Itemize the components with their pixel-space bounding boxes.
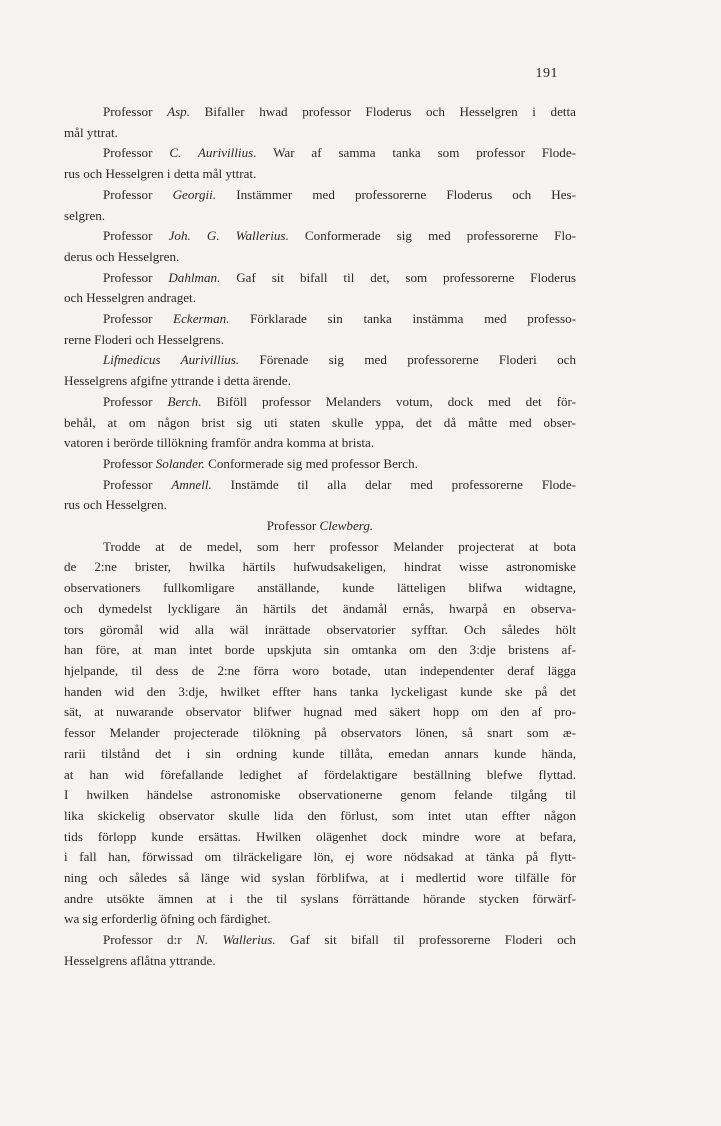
text-line: Professor Amnell. Instämde til alla delar med professorerne Flode- [103, 476, 577, 492]
speaker-name: Solander. [155, 455, 205, 471]
text-line: sät, at nuwarande observator blifwer hugnad med säkert hopp om den af pro- [64, 704, 576, 720]
page-number: 191 [535, 66, 558, 81]
text-line: Professor Dahlman. Gaf sit bifall til det, som professorerne Floderus [103, 269, 576, 285]
speaker-name: Asp. [167, 104, 190, 119]
paragraph [64, 268, 576, 309]
text-line: Hesselgrens aflåtna yttrande. [64, 952, 216, 968]
paragraph [64, 102, 576, 143]
text-line: Lifmedicus Aurivillius. Förenade sig med professorerne Floderi och [103, 352, 576, 368]
paragraph [64, 516, 576, 537]
text-line: ning och således så länge wid syslan förblifwa, at i medlertid wore tilfälle för [64, 870, 576, 886]
text-line: lika skickelig observator skulle lida den förlust, som intet utan effter någon [64, 807, 576, 823]
text-line: vatoren i berörde tillökning framför andra komma at brista. [64, 435, 375, 451]
text-line: rerne Floderi och Hesselgrens. [64, 331, 224, 347]
paragraph [64, 185, 576, 226]
speaker-name: Clewberg. [319, 518, 374, 534]
paragraph [64, 454, 576, 475]
text-line: Professor Georgii. Instämmer med professorerne Floderus och Hes- [103, 186, 577, 202]
text-line: Professor Joh. G. Wallerius. Conformerade sig med professorerne Flo- [103, 228, 576, 244]
text-line: och Hesselgren andraget. [64, 290, 196, 306]
text-line: rus och Hesselgren. [64, 497, 167, 513]
speaker-heading: Professor Clewberg. [266, 518, 374, 534]
paragraph [64, 143, 576, 184]
text-line: Professor Solander. Conformerade sig med professor Berch. [103, 455, 418, 471]
text-line: de 2:ne brister, hwilka härtils hufwudsakeligen, hindrat wisse astronomiske [64, 559, 576, 575]
paragraph [64, 930, 576, 971]
text-line: Professor C. Aurivillius. War af samma tanka som professor Flode- [103, 145, 577, 161]
body-text [64, 102, 576, 972]
text-line: Professor d:r N. Wallerius. Gaf sit bifall til professorerne Floderi och [103, 932, 576, 948]
speaker-name: Georgii. [172, 186, 217, 202]
text-line: wa sig erforderlig öfning och färdighet. [64, 911, 271, 927]
paragraph [64, 392, 576, 454]
speaker-name: Lifmedicus Aurivillius. [103, 352, 240, 368]
text-line: fessor Melander projecterade tilökning på observators lönen, så snart som æ- [64, 725, 576, 741]
speaker-name: Dahlman. [168, 269, 221, 285]
text-line: andre utsökte ämnen at i the til syslans förrättande hörande stycken förwärf- [64, 890, 576, 906]
speaker-name: Amnell. [171, 476, 212, 492]
text-line: Professor Asp. Bifaller hwad professor Floderus och Hesselgren i detta [103, 104, 576, 119]
text-line: rarii tilstånd det i sin ordning kunde tillåta, emedan annars kunde hända, [64, 745, 576, 761]
paragraph [64, 475, 576, 516]
text-line: Hesselgrens afgifne yttrande i detta ärende. [64, 373, 291, 389]
text-line: at han wid förefallande ledighet af fördelaktigare beställning blefwe flyttad. [64, 766, 576, 782]
text-line: tids förlopp kunde ersättas. Hwilken olägenhet dock mindre wore at befara, [64, 828, 576, 844]
paragraph [64, 309, 576, 350]
text-line: Professor Eckerman. Förklarade sin tanka instämma med professo- [103, 311, 576, 327]
text-line: tors göromål wid alla wäl inrättade observatorier syfftar. Och således hölt [64, 621, 576, 637]
speaker-name: Joh. G. Wallerius. [168, 228, 289, 244]
text-line: handen wid den 3:dje, hwilket effter hans tanka lyckeligast kunde ske på det [64, 683, 576, 699]
speaker-name: N. Wallerius. [196, 932, 276, 948]
text-line: och dymedelst lyckligare än härtils det ändamål ernås, hwarpå en observa- [64, 600, 576, 616]
text-line: han före, at man intet borde upskjuta sin omtanka om den 3:dje bristens af- [64, 642, 576, 658]
speaker-name: C. Aurivillius. [169, 145, 257, 161]
text-line: I hwilken händelse astronomiske observationerne genom felande tilgång til [64, 787, 576, 803]
text-line: Trodde at de medel, som herr professor Melander projecterat at bota [103, 538, 576, 554]
text-line: rus och Hesselgren i detta mål yttrat. [64, 166, 257, 182]
text-line: selgren. [64, 207, 106, 223]
text-line: derus och Hesselgren. [64, 248, 180, 264]
text-line: mål yttrat. [64, 124, 118, 140]
text-line: hjelpande, til dess de 2:ne förra woro botade, utan independenter deraf lägga [64, 662, 576, 678]
text-line: behål, at om någon brist sig uti staten skulle yppa, det då måtte med obser- [64, 414, 576, 430]
paragraph [64, 350, 576, 391]
text-line: Professor Berch. Biföll professor Melanders votum, dock med det för- [103, 393, 577, 409]
paragraph [64, 537, 576, 930]
paragraph [64, 226, 576, 267]
speaker-name: Berch. [167, 393, 202, 409]
text-line: i fall han, förwissad om tilräckeligare lön, ej wore nödsakad at tänka på flytt- [64, 849, 576, 865]
speaker-name: Eckerman. [173, 311, 230, 327]
text-line: observationers fullkomligare anställande, kunde lätteligen blifwa widtagne, [64, 580, 576, 596]
